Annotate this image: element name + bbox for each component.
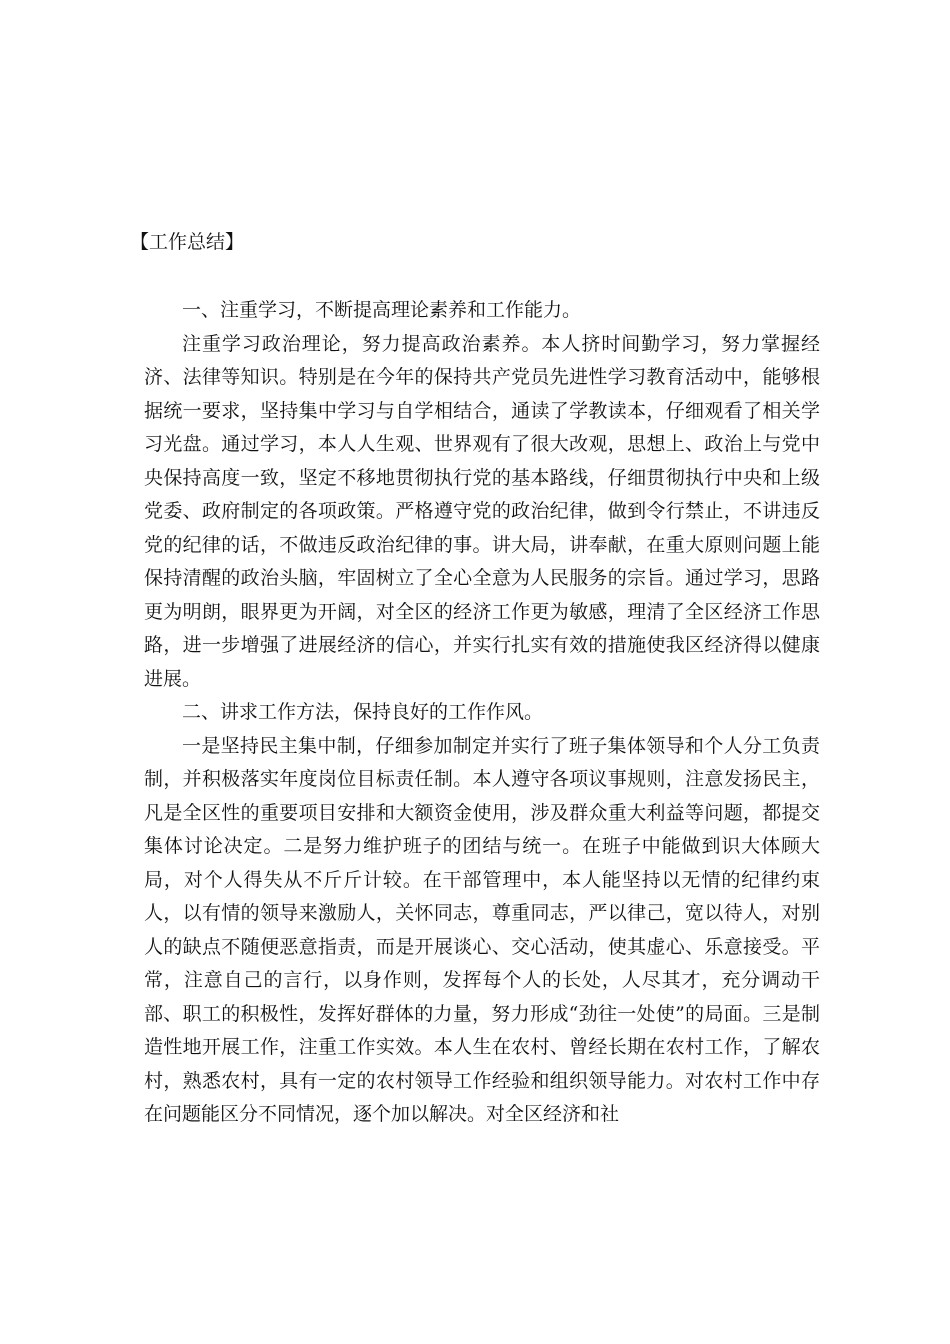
paragraph-1: 注重学习政治理论，努力提高政治素养。本人挤时间勤学习，努力掌握经济、法律等知识。特别是在今年的保持共产党员先进性学习教育活动中，能够根据统一要求，坚持集中学习与自学相结合，通读了学教读本，仔细观看了相关学习光盘。通过学习，本人人生观、世界观有了很大改观，思想上、政治上与党中央保持高度一致，坚定不移地贯彻执行党的基本路线，仔细贯彻执行中央和上级党委、政府制定的各项政策。严格遵守党的政治纪律，做到令行禁止，不讲违反党的纪律的话，不做违反政治纪律的事。讲大局，讲奉献，在重大原则问题上能保持清醒的政治头脑，牢固树立了全心全意为人民服务的宗旨。通过学习，思路更为明朗，眼界更为开阔，对全区的经济工作更为敏感，理清了全区经济工作思路，进一步增强了进展经济的信心，并实行扎实有效的措施使我区经济得以健康进展。 (144, 332, 820, 690)
paragraph-2: 一是坚持民主集中制，仔细参加制定并实行了班子集体领导和个人分工负责制，并积极落实年度岗位目标责任制。本人遵守各项议事规则，注意发扬民主，凡是全区性的重要项目安排和大额资金使用，涉及群众重大利益等问题，都提交集体讨论决定。二是努力维护班子的团结与统一。在班子中能做到识大体顾大局，对个人得失从不斤斤计较。在干部管理中，本人能坚持以无情的纪律约束人，以有情的领导来激励人，关怀同志，尊重同志，严以律己，宽以待人，对别人的缺点不随便恶意指责，而是开展谈心、交心活动，使其虚心、乐意接受。平常，注意自己的言行，以身作则，发挥每个人的长处，人尽其才，充分调动干部、职工的积极性，发挥好群体的力量，努力形成“劲往一处使”的局面。三是制造性地开展工作，注重工作实效。本人生在农村、曾经长期在农村工作，了解农村，熟悉农村，具有一定的农村领导工作经验和组织领导能力。对农村工作中存在问题能区分不同情况，逐个加以解决。对全区经济和社 (144, 734, 820, 1125)
document-title: 【工作总结】 (130, 231, 245, 253)
section-heading-2: 二、讲求工作方法，保持良好的工作作风。 (182, 701, 544, 723)
section-heading-1: 一、注重学习，不断提高理论素养和工作能力。 (182, 299, 582, 321)
document-body (144, 294, 820, 1132)
